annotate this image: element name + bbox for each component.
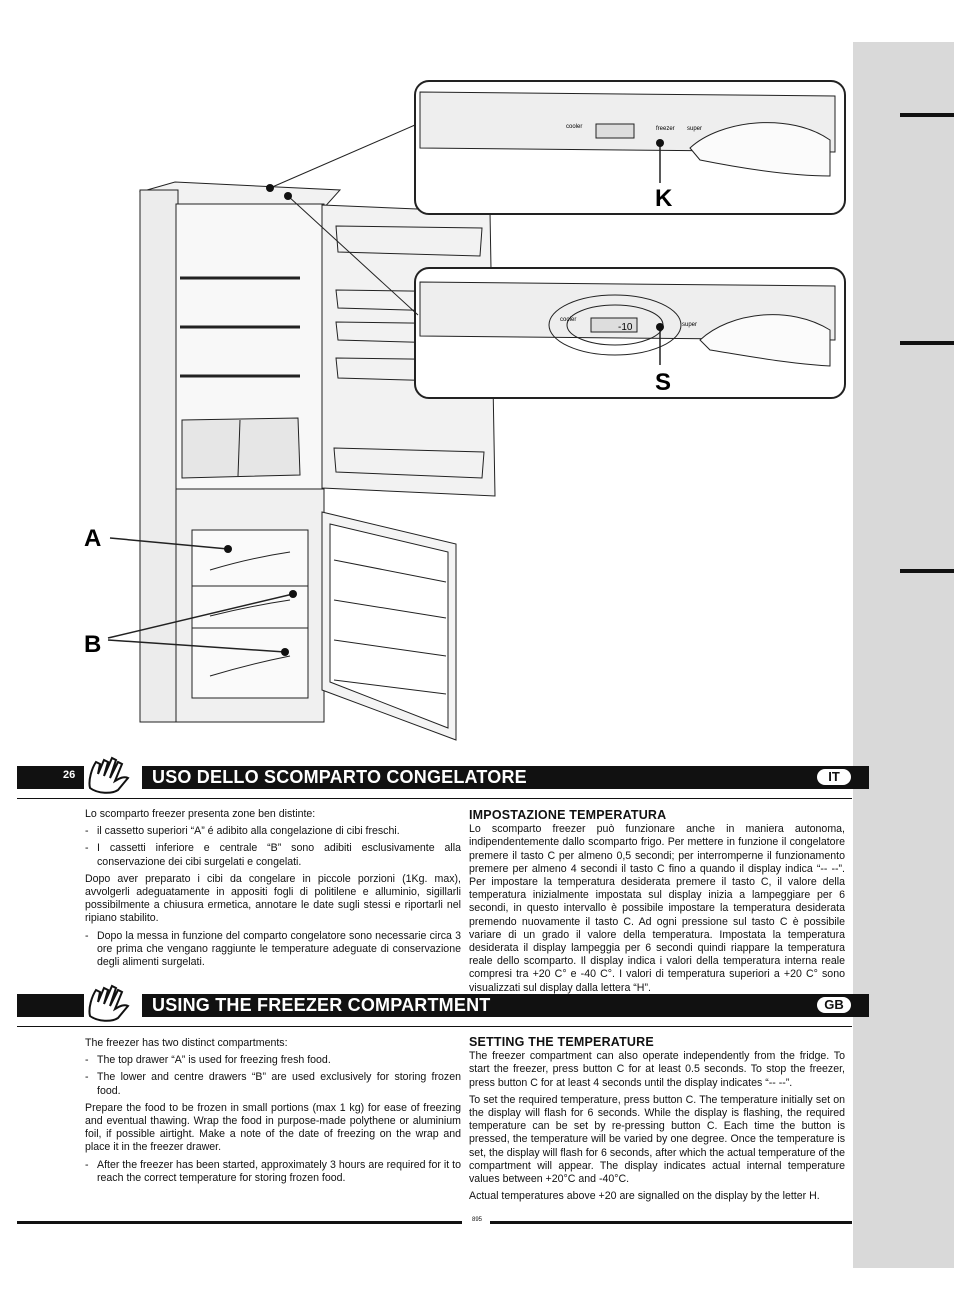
hand-icon: [84, 982, 142, 1024]
gb-left-column: [85, 1037, 461, 1189]
gb-temp-heading: SETTING THE TEMPERATURE: [469, 1035, 654, 1049]
label-b: B: [84, 631, 102, 658]
footer-code: 895: [472, 1217, 483, 1223]
footer-rule-left: [17, 1221, 462, 1224]
it-list-item-2: - I cassetti inferiore e centrale “B” sono adibiti esclusivamente alla conservazione dei cibi surgelati e congelati.: [85, 842, 461, 868]
gb-temp-p1: The freezer compartment can also operate independently from the fridge. To start the freezer, press button C for at least 0.5 seconds. To stop the freezer, press button C for at least 4 seconds until the display indicates “-- --”.: [469, 1050, 845, 1089]
it-right-column: [469, 809, 845, 999]
gb-section-bar: [17, 994, 869, 1017]
footer-rule-right: [490, 1221, 852, 1224]
it-list-item-3: - Dopo la messa in funzione del comparto congelatore sono necessarie circa 3 ore prima che vengano raggiunte le temperature adeguate di conservazione degli alimenti surgelati.: [85, 930, 461, 970]
label-a: A: [84, 525, 102, 552]
gb-temp-p3: Actual temperatures above +20 are signalled on the display by the letter H.: [469, 1190, 820, 1203]
it-intro: Lo scomparto freezer presenta zone ben distinte:: [85, 808, 316, 820]
gb-divider: [17, 1026, 852, 1027]
page-number: 26: [63, 769, 76, 781]
panel-cooler-text-2: cooler: [560, 317, 577, 323]
lang-badge-it: IT: [817, 769, 851, 785]
it-left-column: [85, 808, 461, 973]
gb-list-item-3: - After the freezer has been started, approximately 3 hours are required for it to reach the correct temperature for storing frozen food.: [85, 1159, 461, 1185]
label-k: K: [655, 185, 673, 212]
it-list-item-1: - il cassetto superiori “A” é adibito alla congelazione di cibi freschi.: [85, 825, 461, 838]
it-section-bar: [17, 766, 869, 789]
it-paragraph: Dopo aver preparato i cibi da congelare in piccole porzioni (1Kg. max), avvolgerli adeguatamente in appositi fogli di politilene e alluminio, sigillarli possibilmente a chiusura ermetica, annotare le date sugli stessi e riportarli nel ripiano stabilito.: [85, 872, 461, 925]
gb-list-item-1: - The top drawer “A” is used for freezing fresh food.: [85, 1054, 461, 1067]
lang-badge-gb: GB: [817, 997, 851, 1013]
panel-cooler-text: cooler: [566, 124, 583, 130]
panel-super-text: super: [687, 126, 703, 132]
gb-section-title: USING THE FREEZER COMPARTMENT: [152, 995, 491, 1015]
label-s: S: [655, 369, 672, 396]
panel-display-value: -10: [618, 322, 633, 333]
gb-right-column: [469, 1036, 845, 1207]
gb-list-item-2: - The lower and centre drawers “B” are used exclusively for storing frozen food.: [85, 1071, 461, 1097]
gb-paragraph: Prepare the food to be frozen in small portions (max 1 kg) for ease of freezing and eventual thawing. Wrap the food in purpose-made polythene or aluminium foil, if possible airtight. Make a note of the date of freezing on the wrap and place it in the freezer drawer.: [85, 1101, 461, 1154]
it-divider: [17, 798, 852, 799]
it-temp-text: Lo scomparto freezer può funzionare anche in maniera autonoma, indipendentemente dallo scomparto frigo. Per mettere in funzione il congelatore premere il tasto C per almeno 0,5 secondi; per interromperne il funzionamento premere per almeno 4 secondi il tasto C fino a quando il display indica “-- --”. Per impostare la temperatura desiderata premere il tasto C, il valore della temperatura inizialmente impostata sul display inizia a lampeggiare per 6 secondi, in questo intervallo è possibile impostare la temperatura desiderata premendo nuovamente il tasto C. Ad ogni pressione sul tasto C è possibile variare di un grado il valore della temperatura. Impostata la temperatura desiderata il display lampeggia per 6 secondi quindi riappare la temperatura reale dello scomparto. Il display indica i valori della temperatura interna reale compresi tra +20 C° e -40 C°. I valori di temperatura superiori a +20 C° sono visualizzati sul display dalla lettera “H”.: [469, 823, 845, 994]
panel-freezer-text: freezer: [656, 126, 675, 132]
it-temp-heading: IMPOSTAZIONE TEMPERATURA: [469, 808, 667, 822]
hand-icon: [84, 754, 142, 796]
panel-super-text-2: super: [682, 322, 698, 328]
gb-temp-p2: To set the required temperature, press button C. The temperature initially set on the display will flash for 6 seconds. While the display is flashing, the required temperature can be set by re-pressing button C. Each time the button is pressed, the temperature will be varied by one degree. Once the temperature is set, the display will flash for 6 seconds, after which the actual temperature of the compartment will appear. The display indicates actual internal temperature values between +20°C and -40°C.: [469, 1093, 845, 1186]
gb-intro: The freezer has two distinct compartments:: [85, 1037, 288, 1049]
it-section-title: USO DELLO SCOMPARTO CONGELATORE: [152, 767, 527, 787]
